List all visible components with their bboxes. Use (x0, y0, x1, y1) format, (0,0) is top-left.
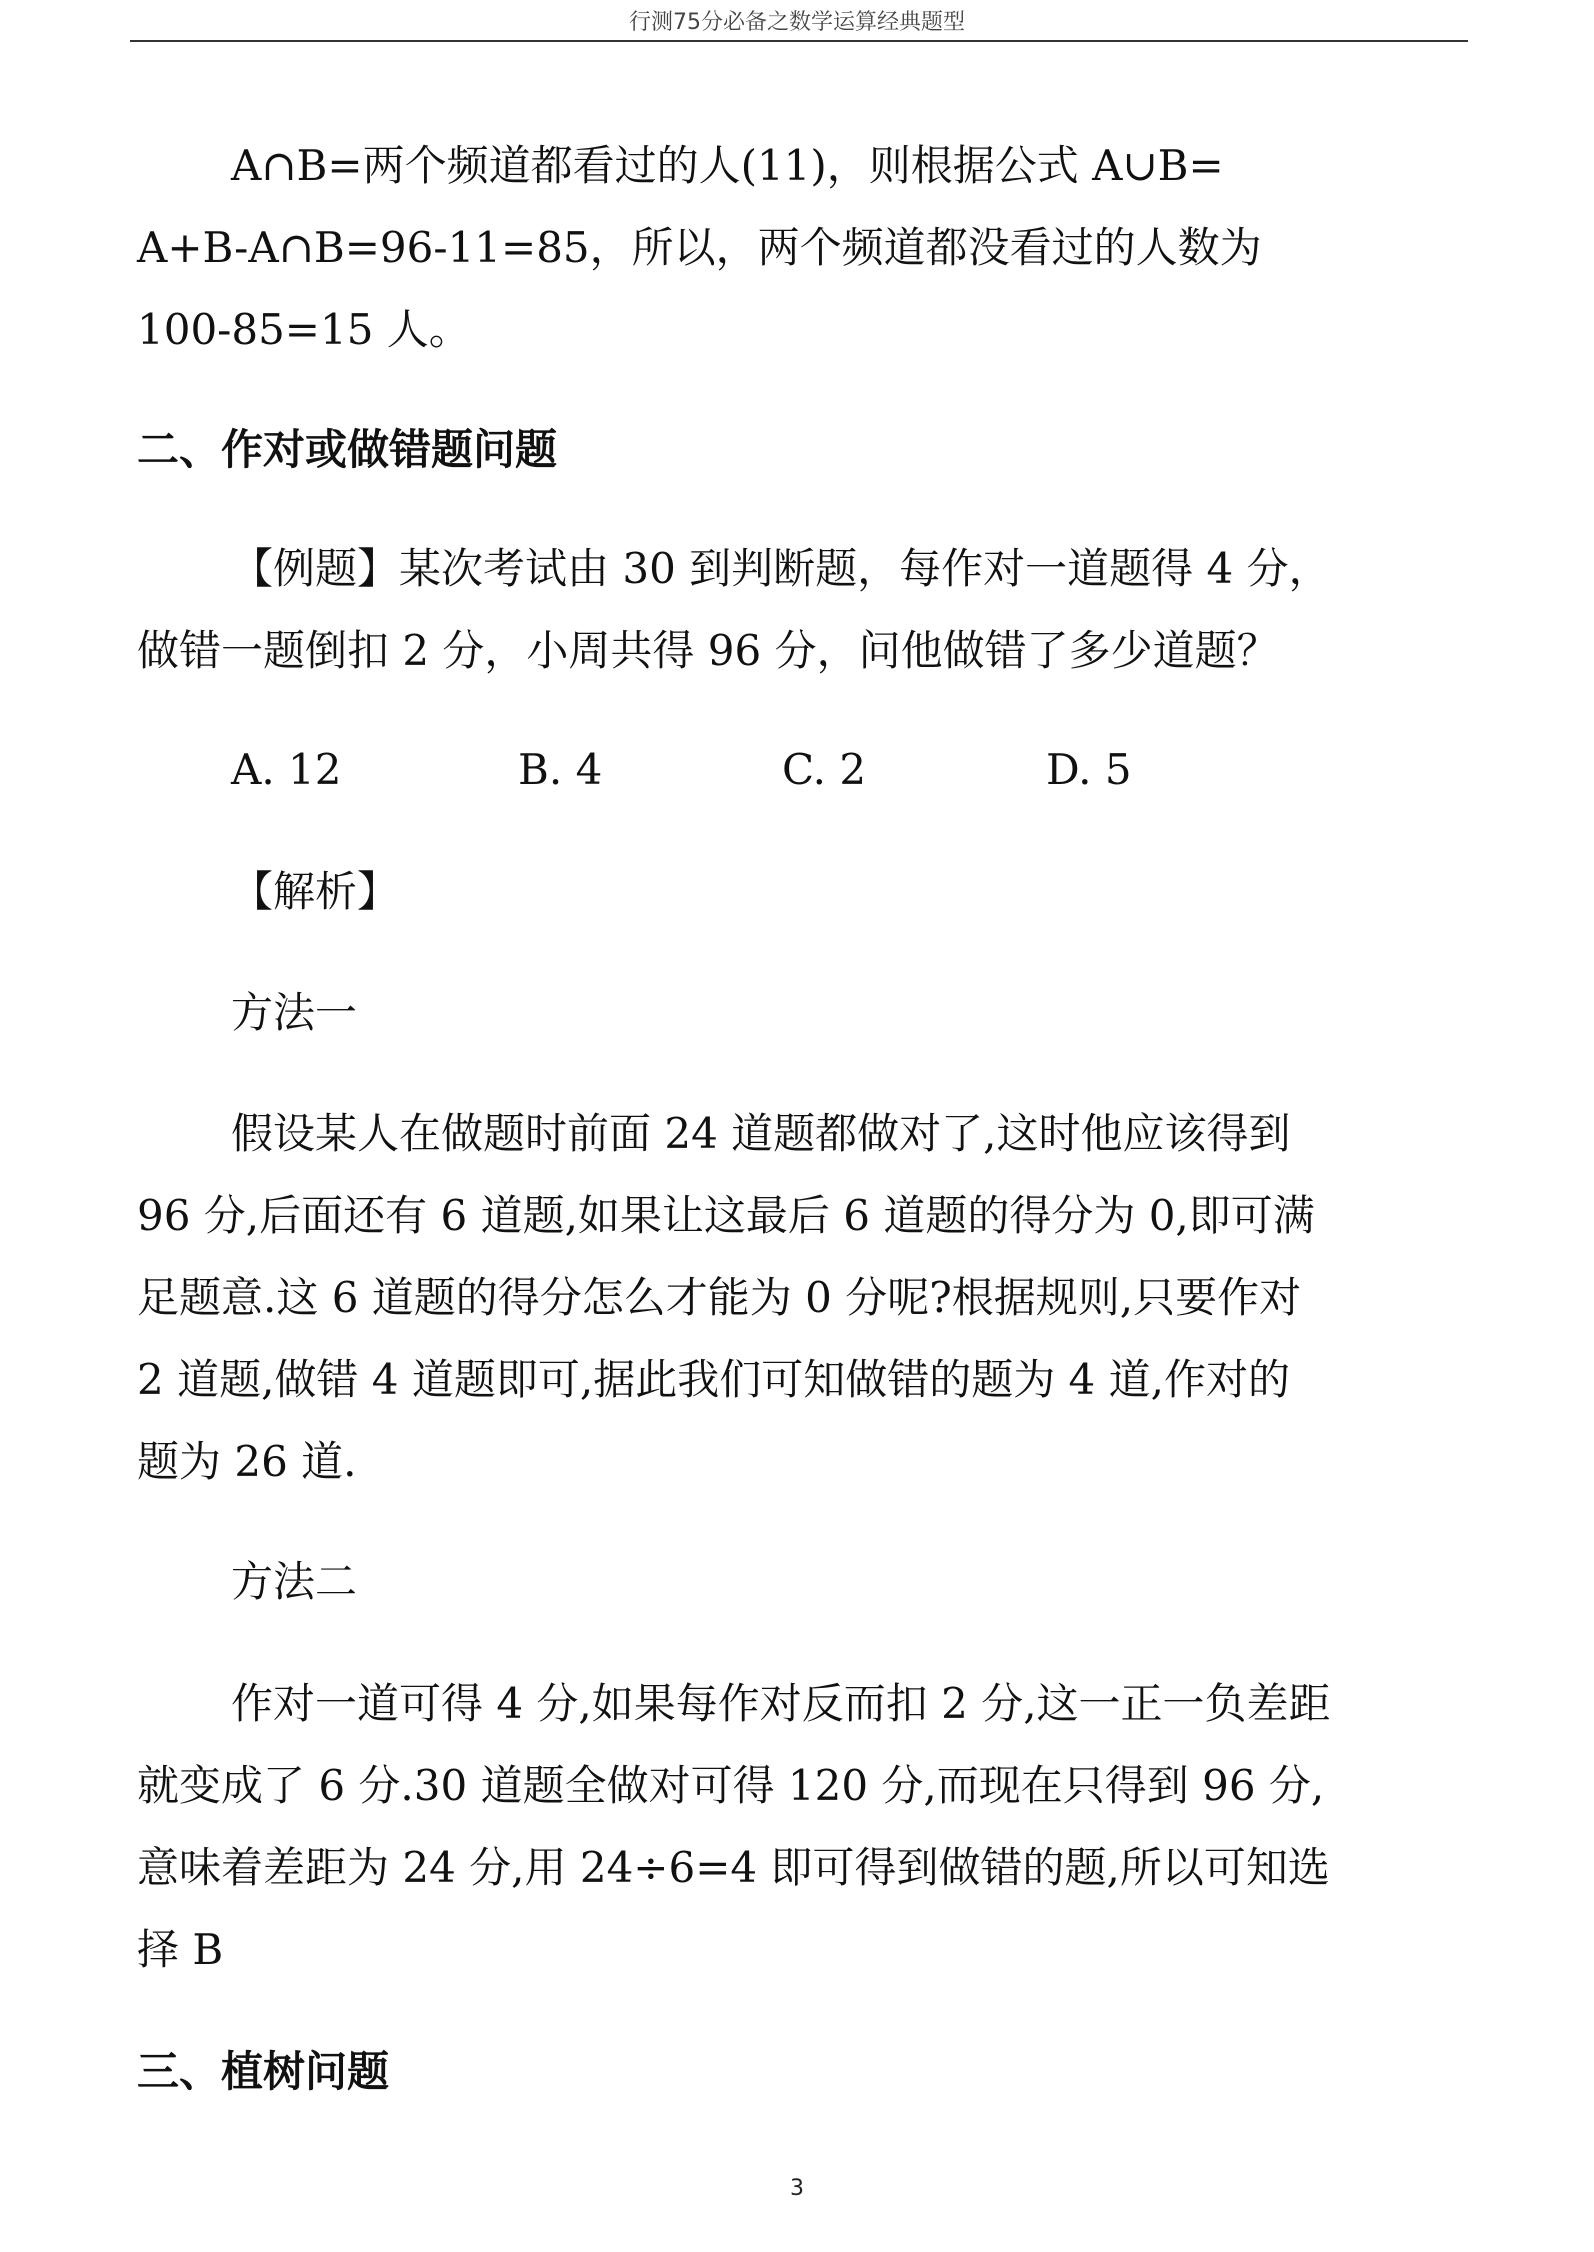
answer-option-b: B. 4 (518, 745, 603, 794)
answer-option-a: A. 12 (231, 745, 342, 794)
paragraph-line: A+B-A∩B=96-11=85，所以，两个频道都没看过的人数为 (137, 223, 1262, 272)
method-line: 作对一道可得 4 分,如果每作对反而扣 2 分,这一正一负差距 (231, 1679, 1331, 1728)
method-line: 择 B (137, 1925, 224, 1974)
page-number: 3 (790, 2176, 804, 2201)
answer-option-c: C. 2 (782, 745, 867, 794)
section-heading: 二、作对或做错题问题 (137, 425, 558, 474)
analysis-label: 【解析】 (231, 867, 400, 916)
method-label: 方法二 (231, 1557, 358, 1606)
method-line: 假设某人在做题时前面 24 道题都做对了,这时他应该得到 (231, 1109, 1291, 1158)
method-label: 方法一 (231, 988, 358, 1037)
paragraph-line: A∩B=两个频道都看过的人(11)，则根据公式 A∪B= (231, 141, 1224, 190)
method-line: 96 分,后面还有 6 道题,如果让这最后 6 道题的得分为 0,即可满 (137, 1191, 1315, 1240)
method-line: 意味着差距为 24 分,用 24÷6=4 即可得到做错的题,所以可知选 (137, 1843, 1330, 1892)
method-line: 就变成了 6 分.30 道题全做对可得 120 分,而现在只得到 96 分, (137, 1761, 1325, 1810)
header-title: 行测75分必备之数学运算经典题型 (629, 10, 965, 35)
example-question-line: 【例题】某次考试由 30 到判断题，每作对一道题得 4 分， (231, 544, 1331, 593)
method-line: 2 道题,做错 4 道题即可,据此我们可知做错的题为 4 道,作对的 (137, 1355, 1290, 1404)
section-heading: 三、植树问题 (137, 2047, 390, 2096)
answer-option-d: D. 5 (1046, 745, 1132, 794)
method-line: 题为 26 道. (137, 1437, 357, 1486)
header-divider (130, 40, 1468, 42)
method-line: 足题意.这 6 道题的得分怎么才能为 0 分呢?根据规则,只要作对 (137, 1273, 1302, 1322)
paragraph-line: 100-85=15 人。 (137, 305, 471, 354)
example-question-line: 做错一题倒扣 2 分，小周共得 96 分，问他做错了多少道题？ (137, 626, 1279, 675)
